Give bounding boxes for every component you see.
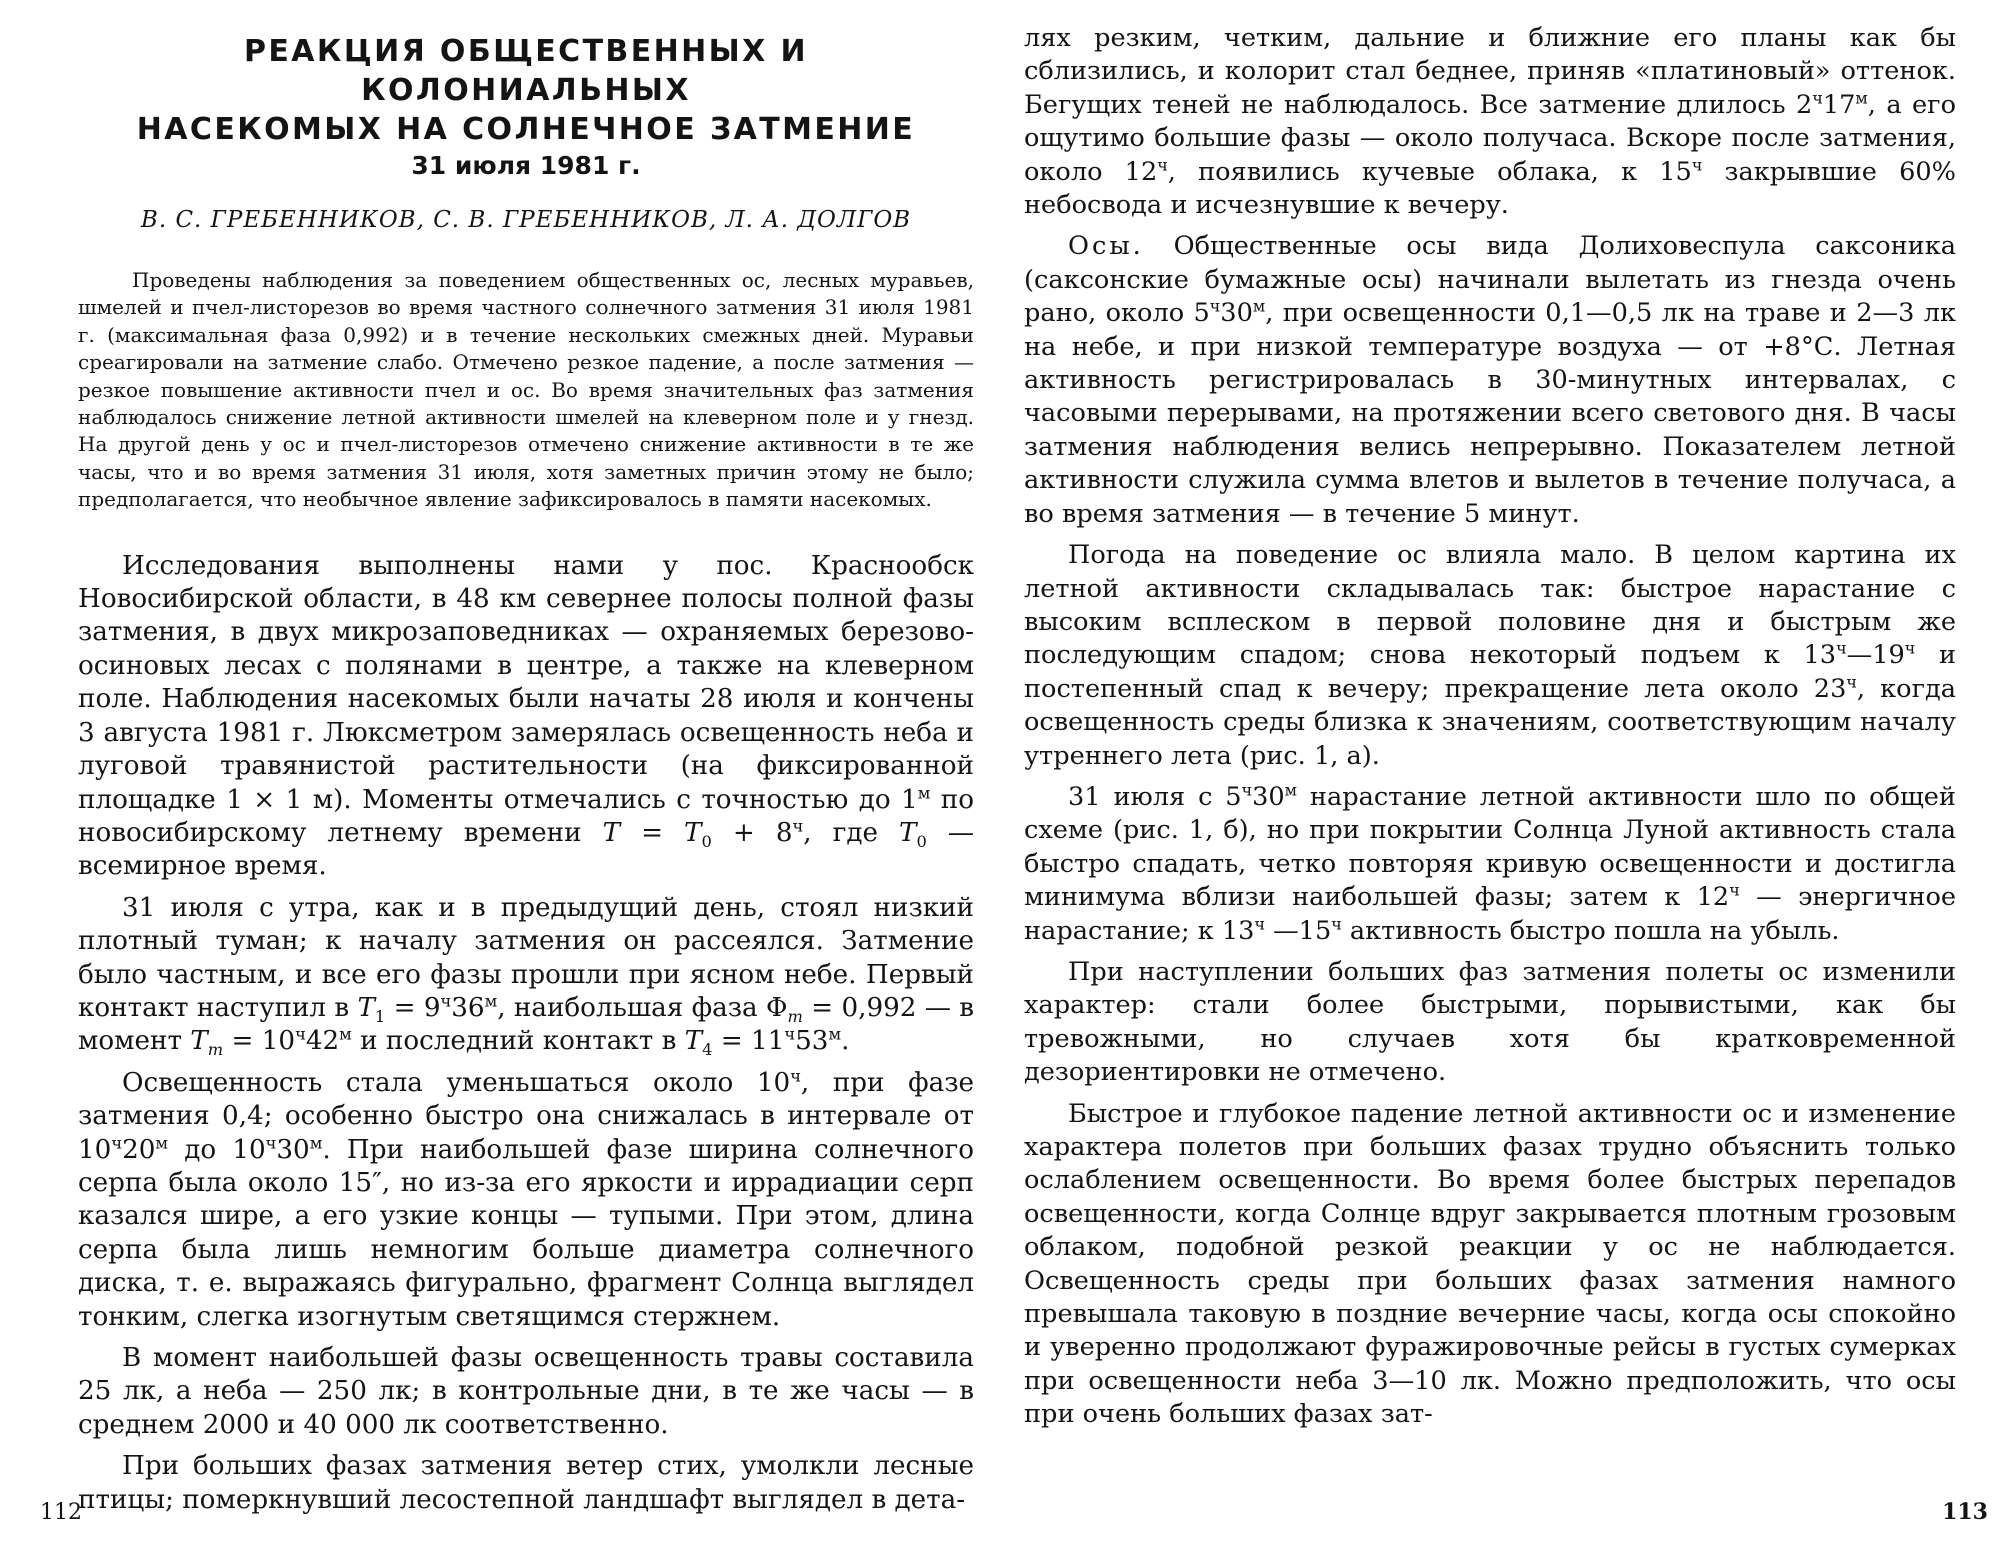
paragraph-wasps: Осы. Общественные осы вида Долиховеспула саксоника (саксонские бумажные осы) начинали вылетать из гнезда очень рано, около $5^ч30^м$, при освещенности 0,1—0,5 лк на траве и 2—3 лк на небе, и при низкой температуре воздуха — от +8°С. Летная активность регистрировалась в 30-минутных интервалах, с часовыми перерывами, на протяжении всего светового дня. В часы затмения наблюдения велись непрерывно. Показателем летной активности служила сумма влетов и вылетов в течение получаса, а во время затмения — в течение 5 минут.	[1024, 231, 1956, 529]
right-page	[1000, 0, 2000, 1541]
left-column	[78, 22, 974, 1525]
section-lead-wasps: Осы.	[1068, 231, 1144, 262]
page-number-right: 113	[1942, 1499, 1988, 1525]
authors: В. С. ГРЕБЕННИКОВ, С. В. ГРЕБЕННИКОВ, Л. А. ДОЛГОВ	[140, 207, 912, 233]
title-line-2: НАСЕКОМЫХ НА СОЛНЕЧНОЕ ЗАТМЕНИЕ	[136, 112, 916, 147]
paragraph-flight-change: При наступлении больших фаз затмения полеты ос изменили характер: стали более быстрыми, порывистыми, как бы тревожными, но случаев хотя бы кратковременной дезориентировки не отмечено.	[1024, 956, 1956, 1088]
paragraph-5: При больших фазах затмения ветер стих, умолкли лесные птицы; померкнувший лесостепной ландшафт выглядел в дета-	[78, 1451, 974, 1515]
abstract: Проведены наблюдения за поведением общественных ос, лесных муравьев, шмелей и пчел-листорезов во время частного солнечного затмения 31 июля 1981 г. (максимальная фаза 0,992) и в течение нескольких смежных дней. Муравьи среагировали на затмение слабо. Отмечено резкое падение, а после затмения — резкое повышение активности пчел и ос. Во время значительных фаз затмения наблюдалось снижение летной активности шмелей на клеверном поле и у гнезд. На другой день у ос и пчел-листорезов отмечено снижение активности в те же часы, что и во время затмения 31 июля, хотя заметных причин этому не было; предполагается, что необычное явление зафиксировалось в памяти насекомых.	[78, 268, 974, 512]
paragraph-analysis: Быстрое и глубокое падение летной активности ос и изменение характера полетов при больших фазах трудно объяснить только ослаблением освещенности. Во время более быстрых перепадов освещенности, когда Солнце вдруг закрывается плотным грозовым облаком, подобной резкой реакции у ос не наблюдается. Освещенность среды при больших фазах затмения намного превышала таковую в поздние вечерние часы, когда осы спокойно и уверенно продолжают фуражировочные рейсы в густых сумерках при освещенности неба 3—10 лк. Можно предположить, что осы при очень больших фазах зат-	[1024, 1098, 1956, 1430]
article-title	[78, 32, 974, 149]
paragraph-1: Исследования выполнены нами у пос. Краснообск Новосибирской области, в 48 км севернее полосы полной фазы затмения, в двух микрозаповедниках — охраняемых березово-осиновых лесах с полянами в центре, а также на клеверном поле. Наблюдения насекомых были начаты 28 июля и кончены 3 августа 1981 г. Люксметром замерялась освещенность неба и луговой травянистой растительности (на фиксированной площадке 1 × 1 м). Моменты отмечались с точностью до $1^м$ по новосибирскому летнему времени $T = T_0 + 8^ч$, где $T_0$ — всемирное время.	[78, 550, 975, 882]
paragraph-continued: лях резким, четким, дальние и ближние его планы как бы сблизились, и колорит стал беднее, приняв «платиновый» оттенок. Бегущих теней не наблюдалось. Все затмение длилось $2^ч17^м$, а его ощутимо большие фазы — около получаса. Вскоре после затмения, около $12^ч$, появились кучевые облака, к $15^ч$ закрывшие 60% небосвода и исчезнувшие к вечеру.	[1024, 23, 1957, 221]
title-line-1: РЕАКЦИЯ ОБЩЕСТВЕННЫХ И КОЛОНИАЛЬНЫХ	[244, 34, 808, 108]
paragraph-july31: 31 июля с $5^ч30^м$ нарастание летной активности шло по общей схеме (рис. 1, б), но при покрытии Солнца Луной активность стала быстро спадать, четко повторяя кривую освещенности и достигла минимума вблизи наибольшей фазы; затем к $12^ч$ — энергичное нарастание; к $13^ч$ $—15^ч$ активность быстро пошла на убыль.	[1024, 780, 1956, 946]
article-date: 31 июля 1981 г.	[411, 151, 641, 180]
right-column	[1024, 22, 1956, 1440]
page-number-left: 112	[40, 1500, 82, 1525]
paragraph-weather: Погода на поведение ос влияла мало. В целом картина их летной активности складывалась так: быстрое нарастание с высоким всплеском в первой половине дня и быстрым же последующим спадом; снова некоторый подъем к $13^ч—19^ч$ и постепенный спад к вечеру; прекращение лета около $23^ч$, когда освещенность среды близка к значениям, соответствующим началу утреннего лета (рис. 1, а).	[1024, 540, 1957, 771]
paragraph-2: 31 июля с утра, как и в предыдущий день, стоял низкий плотный туман; к началу затмения он рассеялся. Затмение было частным, и все его фазы прошли при ясном небе. Первый контакт наступил в $T_1 = 9^ч36^м$, наибольшая фаза $\Phi_m = 0,992$ — в момент $T_m = 10^ч42^м$ и последний контакт в $T_4 = 11^ч53^м$.	[78, 892, 975, 1060]
paragraph-4: В момент наибольшей фазы освещенность травы составила 25 лк, а неба — 250 лк; в контрольные дни, в те же часы — в среднем 2000 и 40 000 лк соответственно.	[78, 1343, 974, 1440]
paragraph-3: Освещенность стала уменьшаться около $10^ч$, при фазе затмения 0,4; особенно быстро она снижалась в интервале от $10^ч20^м$ до $10^ч30^м$. При наибольшей фазе ширина солнечного серпа была около 15″, но из-за его яркости и иррадиации серп казался шире, а его узкие концы — тупыми. При этом, длина серпа была лишь немногим больше диаметра солнечного диска, т. е. выражаясь фигурально, фрагмент Солнца выглядел тонким, слегка изогнутым светящимся стержнем.	[78, 1066, 974, 1332]
